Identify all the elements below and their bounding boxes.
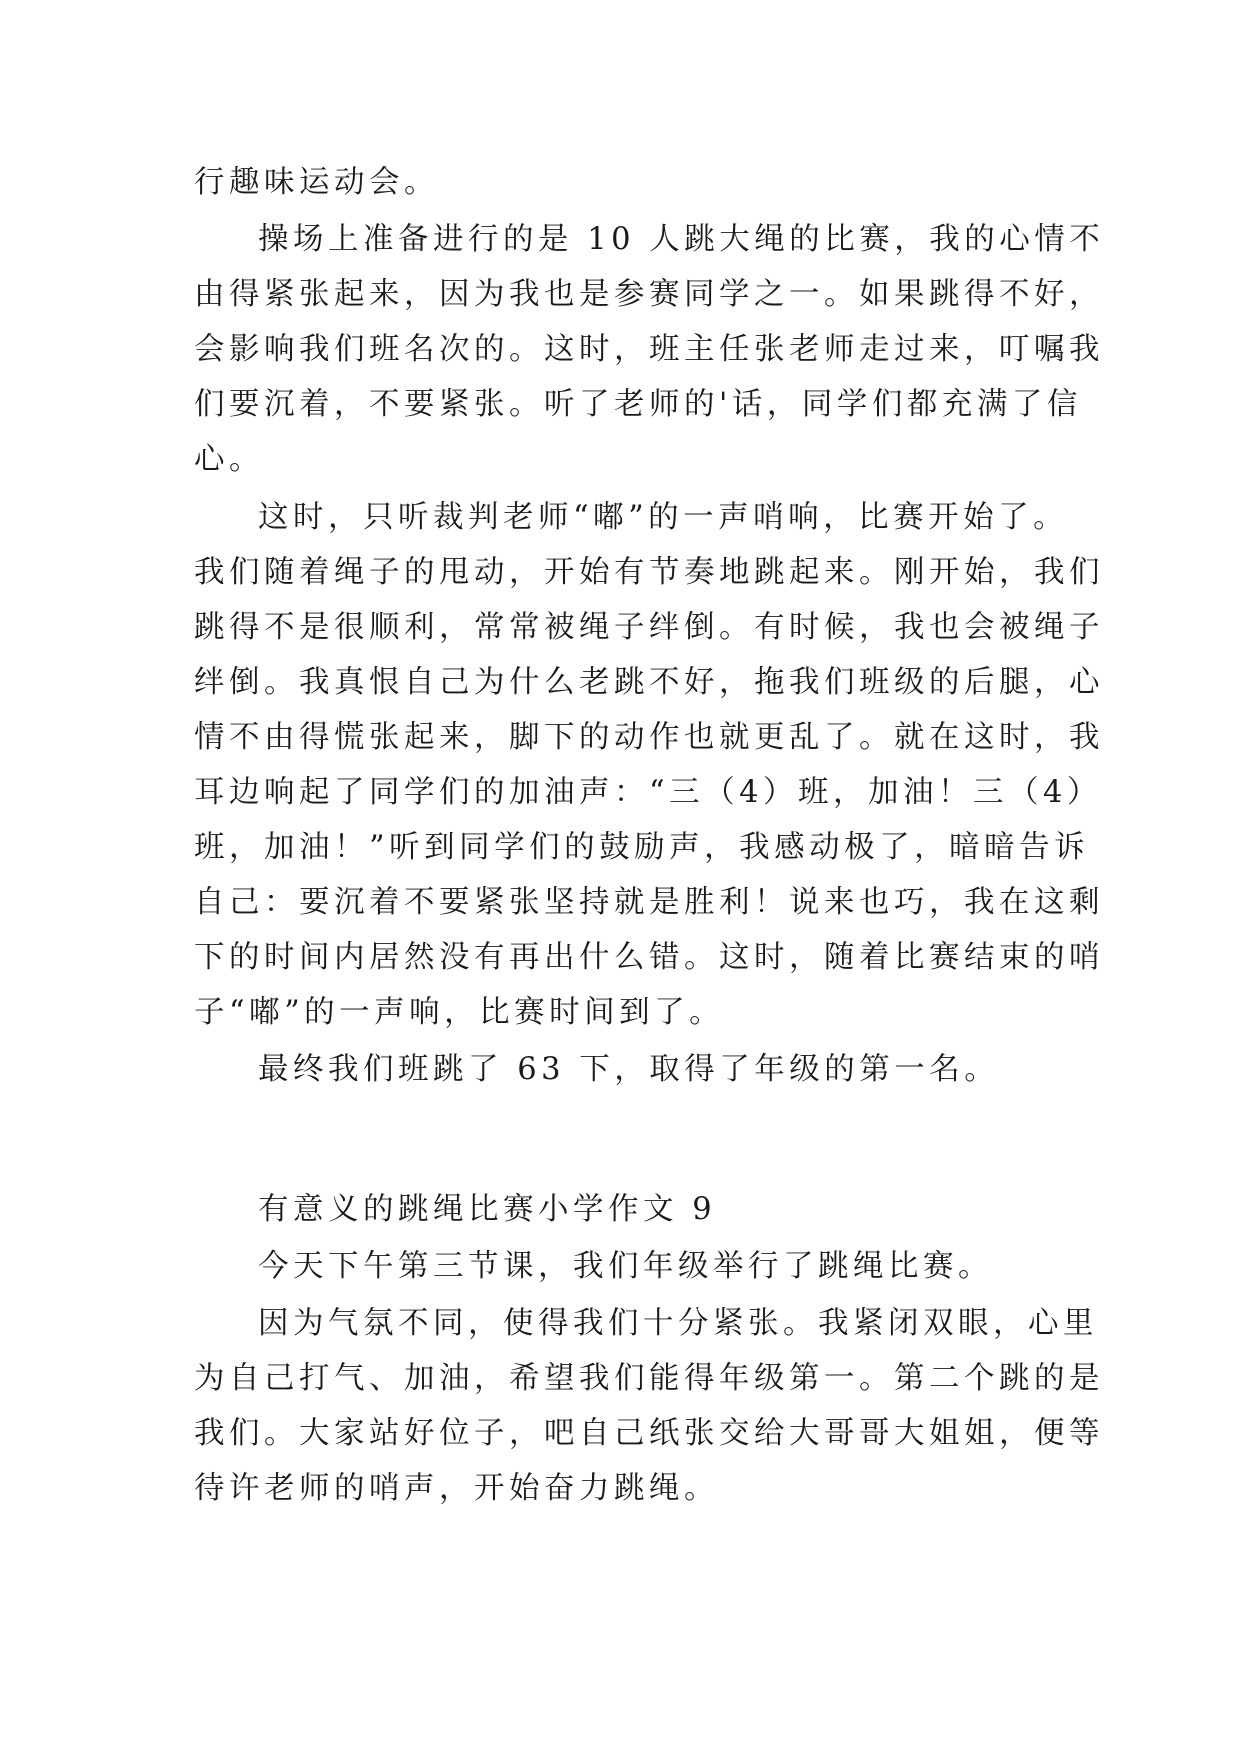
text-line: 情不由得慌张起来，脚下的动作也就更乱了。就在这时，我 xyxy=(194,720,1104,755)
paragraph-start-line: 因为气氛不同，使得我们十分紧张。我紧闭双眼，心里 xyxy=(258,1306,1098,1341)
essay-title: 有意义的跳绳比赛小学作文 9 xyxy=(258,1192,717,1227)
paragraph-start-line: 操场上准备进行的是 10 人跳大绳的比赛，我的心情不 xyxy=(258,222,1105,257)
text-line: 耳边响起了同学们的加油声：“三（4）班，加油！三（4） xyxy=(194,775,1102,810)
text-line: 下的时间内居然没有再出什么错。这时，随着比赛结束的哨 xyxy=(194,940,1104,975)
paragraph-start-line: 今天下午第三节课，我们年级举行了跳绳比赛。 xyxy=(258,1249,993,1284)
text-line: 班，加油！”听到同学们的鼓励声，我感动极了，暗暗告诉 xyxy=(194,830,1090,865)
text-line: 我们随着绳子的甩动，开始有节奏地跳起来。刚开始，我们 xyxy=(194,555,1104,590)
paragraph-start-line: 这时，只听裁判老师“嘟”的一声哨响，比赛开始了。 xyxy=(258,500,1069,535)
text-line: 会影响我们班名次的。这时，班主任张老师走过来，叮嘱我 xyxy=(194,332,1104,367)
text-line: 行趣味运动会。 xyxy=(194,165,439,200)
text-line: 绊倒。我真恨自己为什么老跳不好，拖我们班级的后腿，心 xyxy=(194,665,1104,700)
text-line: 子“嘟”的一声响，比赛时间到了。 xyxy=(194,995,725,1030)
text-line: 我们。大家站好位子，吧自己纸张交给大哥哥大姐姐，便等 xyxy=(194,1416,1104,1451)
text-line: 为自己打气、加油，希望我们能得年级第一。第二个跳的是 xyxy=(194,1361,1104,1396)
text-line: 待许老师的哨声，开始奋力跳绳。 xyxy=(194,1471,719,1506)
paragraph-start-line: 最终我们班跳了 63 下，取得了年级的第一名。 xyxy=(258,1052,1000,1087)
text-line: 跳得不是很顺利，常常被绳子绊倒。有时候，我也会被绳子 xyxy=(194,610,1104,645)
text-line: 心。 xyxy=(194,442,264,477)
text-line: 们要沉着，不要紧张。听了老师的'话，同学们都充满了信 xyxy=(194,387,1082,422)
text-line: 自己：要沉着不要紧张坚持就是胜利！说来也巧，我在这剩 xyxy=(194,885,1104,920)
text-line: 由得紧张起来，因为我也是参赛同学之一。如果跳得不好， xyxy=(194,277,1104,312)
